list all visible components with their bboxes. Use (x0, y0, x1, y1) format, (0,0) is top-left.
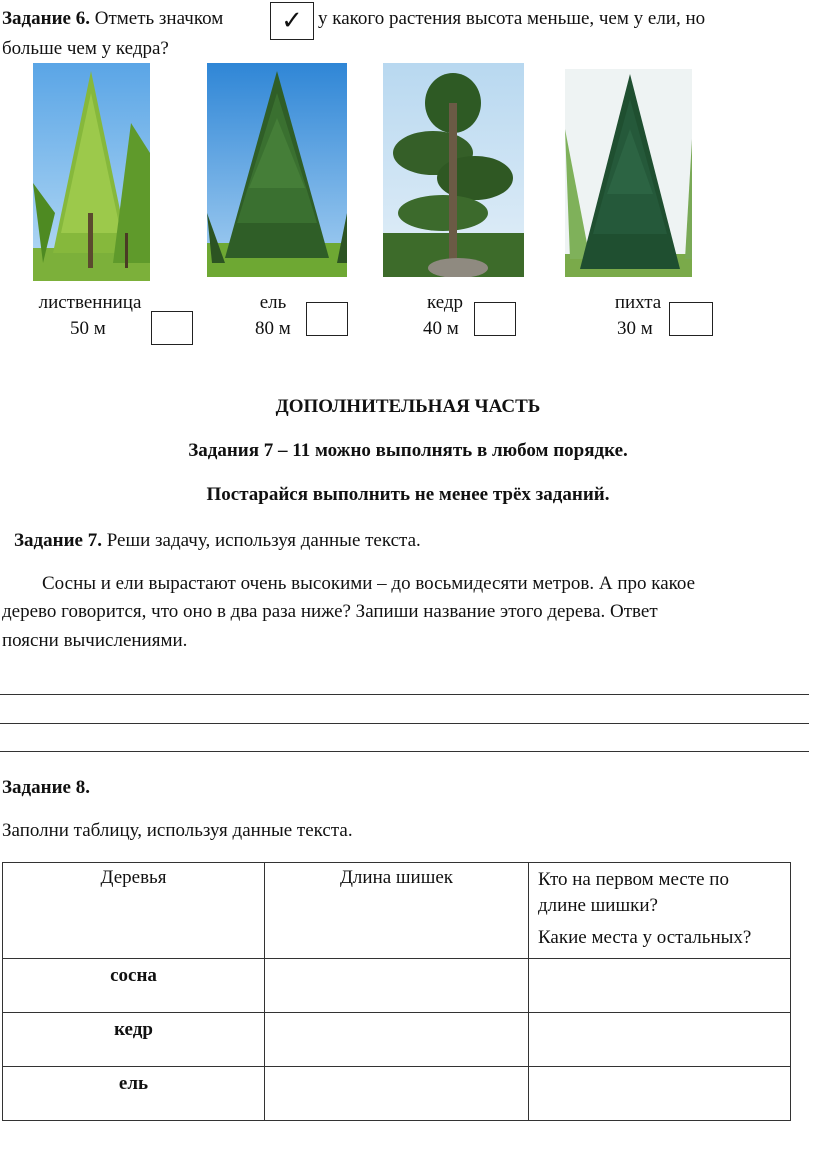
row-tree-pine: сосна (3, 959, 265, 1013)
header-trees (3, 863, 265, 959)
table-row (3, 959, 791, 1013)
task6-text-after: у какого растения высота меньше, чем у ели, но (318, 8, 706, 29)
answer-box-larch[interactable] (151, 311, 193, 345)
task8-label: Задание 8. (2, 777, 90, 798)
cell-rank-cedar[interactable] (529, 1013, 791, 1067)
tree-name-fir: пихта (614, 292, 662, 313)
spruce-photo (207, 63, 347, 277)
task6-label: Задание 6. (2, 8, 90, 29)
task7-heading (14, 530, 421, 552)
task6-text-before: Отметь значком (94, 8, 224, 29)
task7-paragraph-line1: Сосны и ели вырастают очень высокими – до восьмидесяти метров. А про какое (42, 573, 696, 594)
answer-box-spruce[interactable] (306, 302, 348, 336)
header-cone-length-label: Длина шишек (339, 867, 454, 888)
table-header-row (3, 863, 791, 959)
task6-line1 (2, 8, 223, 30)
larch-photo (33, 63, 150, 281)
cones-table (2, 862, 791, 1121)
task7-paragraph-line2: дерево говорится, что оно в два раза ниже? Запиши название этого дерева. Ответ (2, 601, 658, 622)
tree-height-spruce: 80 м (255, 318, 291, 339)
answer-line-3[interactable] (0, 751, 809, 752)
header-ranking-line2: длине шишки? (538, 895, 658, 916)
row-tree-spruce: ель (3, 1067, 265, 1121)
check-icon-box (270, 2, 314, 40)
extra-part-title: ДОПОЛНИТЕЛЬНАЯ ЧАСТЬ (275, 396, 541, 417)
cell-length-pine[interactable] (265, 959, 529, 1013)
answer-box-fir[interactable] (669, 302, 713, 336)
cell-length-cedar[interactable] (265, 1013, 529, 1067)
answer-line-1[interactable] (0, 694, 809, 695)
table-row (3, 1013, 791, 1067)
tree-height-larch: 50 м (70, 318, 106, 339)
answer-box-cedar[interactable] (474, 302, 516, 336)
task7-intro: Реши задачу, используя данные текста. (106, 530, 421, 551)
header-ranking-line3: Какие места у остальных? (538, 927, 752, 948)
fir-photo (565, 69, 692, 277)
row-tree-cedar: кедр (3, 1013, 265, 1067)
table-row (3, 1067, 791, 1121)
cell-rank-pine[interactable] (529, 959, 791, 1013)
tree-height-fir: 30 м (617, 318, 653, 339)
header-trees-label: Деревья (100, 867, 167, 888)
task6-line2: больше чем у кедра? (2, 38, 169, 59)
tree-name-spruce: ель (259, 292, 287, 313)
tree-name-larch: лиственница (38, 292, 142, 313)
header-ranking (529, 863, 791, 959)
task7-label: Задание 7. (14, 530, 102, 551)
header-ranking-line1: Кто на первом месте по (538, 869, 729, 890)
tree-height-cedar: 40 м (423, 318, 459, 339)
extra-part-line1: Задания 7 – 11 можно выполнять в любом порядке. (188, 440, 628, 461)
task7-paragraph-line3: поясни вычислениями. (2, 630, 188, 651)
tree-name-cedar: кедр (426, 292, 464, 313)
cell-rank-spruce[interactable] (529, 1067, 791, 1121)
header-cone-length (265, 863, 529, 959)
cell-length-spruce[interactable] (265, 1067, 529, 1121)
checkmark-icon: ✓ (281, 6, 303, 36)
task8-intro: Заполни таблицу, используя данные текста. (2, 820, 353, 841)
cedar-photo (383, 63, 524, 277)
extra-part-line2: Постарайся выполнить не менее трёх заданий. (206, 484, 610, 505)
answer-line-2[interactable] (0, 723, 809, 724)
